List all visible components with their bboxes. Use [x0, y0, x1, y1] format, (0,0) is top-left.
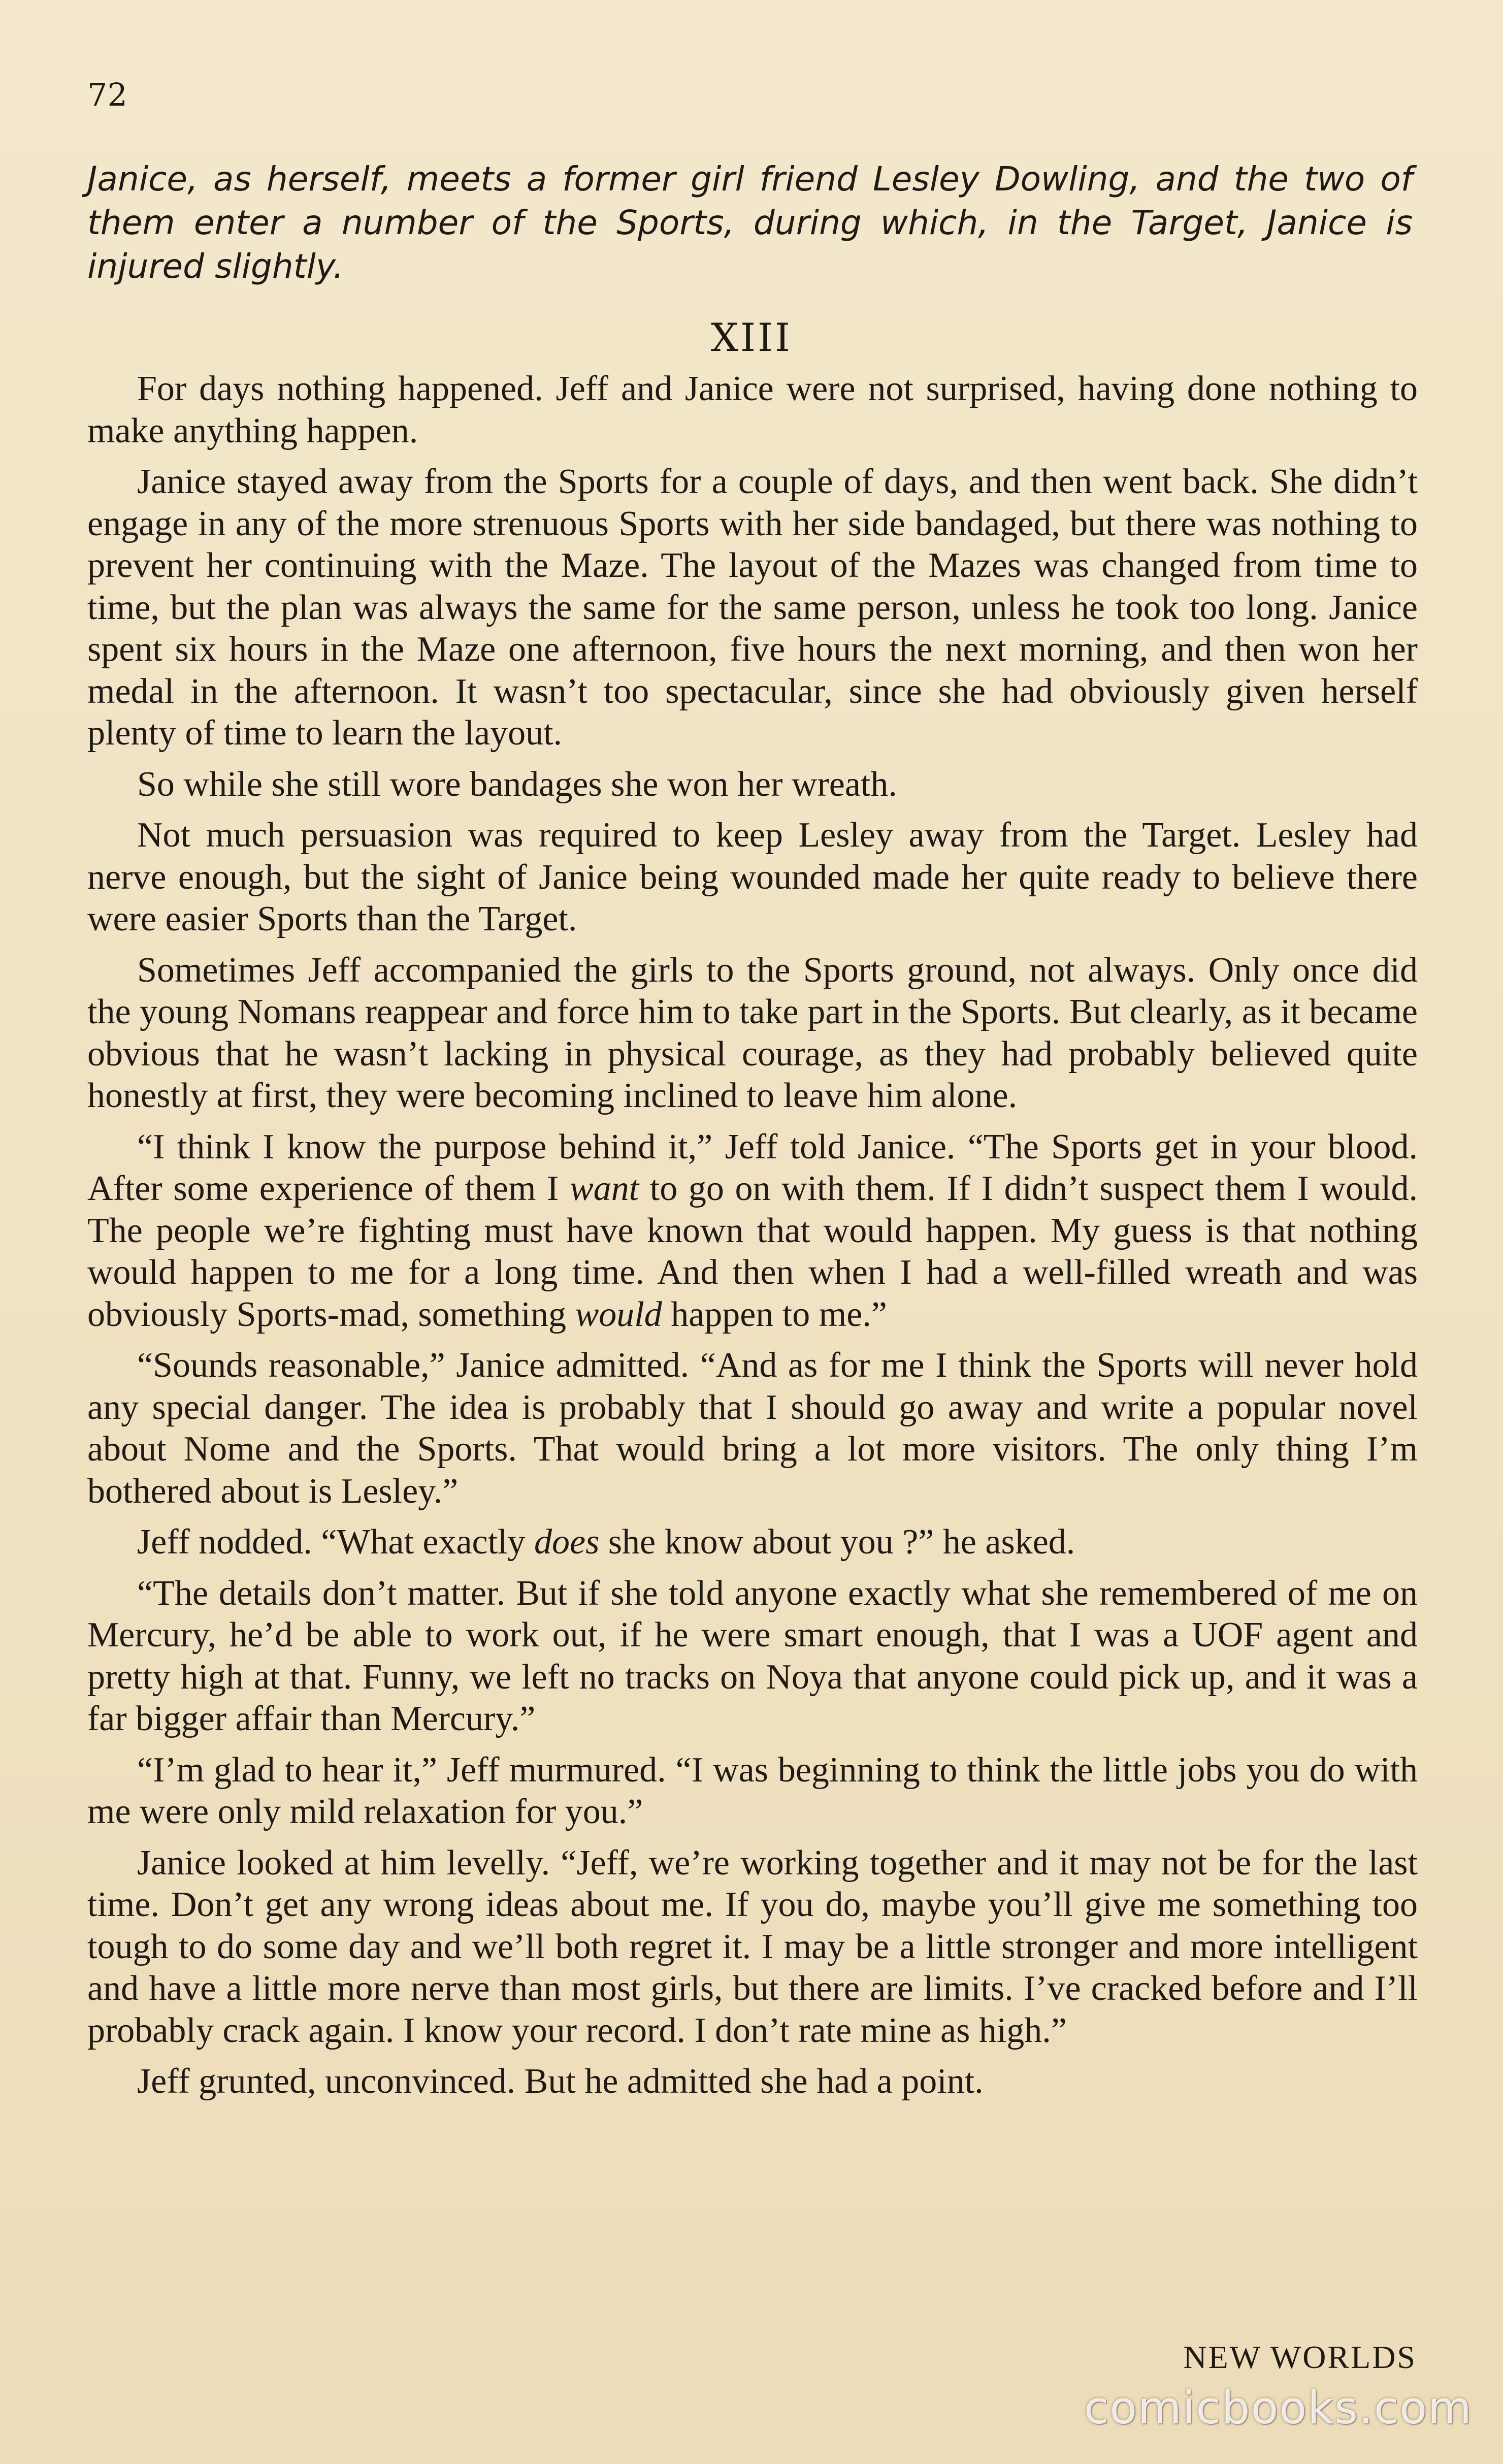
paragraph-text: Sometimes Jeff accompanied the girls to the Sports ground, not always. Only once did the young Nomans reappear and force him to take part in the Sports. But clearly, as it became obvious that he wasn’t lacking in physical courage, as they had probably believed quite honestly at first, they were becoming inclined to leave him alone.: [87, 950, 1418, 1115]
paragraph-text: “I think I know the purpose behind it,” Jeff told Janice. “The Sports get in your blood. After some experience of them I: [87, 1127, 1418, 1208]
paragraph-text: “The details don’t matter. But if she told anyone exactly what she remembered of me on Mercury, he’d be able to work out, if he were smart enough, that I was a UOF agent and pretty high at that. Funny, we left no tracks on Noya that anyone could pick up, and it was a far bigger affair than Mercury.”: [87, 1573, 1418, 1738]
paragraph-text: Not much persuasion was required to keep Lesley away from the Target. Lesley had nerve enough, but the sight of Janice being wounded made her quite ready to believe there were easier Sports than the Target.: [87, 816, 1418, 938]
paragraph-text: Jeff nodded. “What exactly: [137, 1522, 534, 1562]
emphasized-text: does: [534, 1522, 600, 1562]
paragraph-text: “Sounds reasonable,” Janice admitted. “And as for me I think the Sports will never hold any special danger. The idea is probably that I should go away and write a popular novel about Nome and the Sports. That would bring a lot more visitors. The only thing I’m bothered about is Lesley.”: [87, 1346, 1418, 1511]
paragraph: [87, 950, 1418, 1117]
paragraph: [87, 1521, 1418, 1564]
watermark: comicbooks.com: [1084, 2382, 1473, 2434]
paragraph: [87, 1573, 1418, 1740]
paragraph-text: Janice looked at him levelly. “Jeff, we’re working together and it may not be for the last time. Don’t get any wrong ideas about me. If you do, maybe you’ll give me something too tough to do some day and we’ll both regret it. I may be a little stronger and more intelligent and have a little more nerve than most girls, but there are limits. I’ve cracked before and I’ll probably crack again. I know your record. I don’t rate mine as high.”: [87, 1843, 1418, 2050]
paragraph: [87, 764, 1418, 806]
chapter-synopsis: Janice, as herself, meets a former girl friend Lesley Dowling, and the two of them enter a number of the Sports, during which, in the Target, Janice is injured slightly.: [87, 159, 1413, 286]
paragraph-text: to go on with them. If I didn’t suspect them I would. The people we’re fighting must have known that would happen. My guess is that nothing would happen to me for a long time. And then when I had a well-filled wreath and was obviously Sports-mad, something: [87, 1169, 1418, 1334]
paragraph: [87, 1126, 1418, 1336]
paragraph: [87, 1842, 1418, 2052]
paragraph: [87, 815, 1418, 941]
paragraph: [87, 2061, 1418, 2103]
paragraph-text: For days nothing happened. Jeff and Janice were not surprised, having done nothing to make anything happen.: [87, 369, 1418, 450]
page-number: 72: [87, 76, 127, 113]
paragraph: [87, 368, 1418, 452]
emphasized-text: would: [575, 1294, 662, 1334]
paragraph-text: So while she still wore bandages she won her wreath.: [137, 764, 897, 804]
paragraph: [87, 1749, 1418, 1833]
paragraph-text: “I’m glad to hear it,” Jeff murmured. “I was beginning to think the little jobs you do with me were only mild relaxation for you.”: [87, 1750, 1418, 1831]
paragraph: [87, 1345, 1418, 1512]
paragraph-text: Janice stayed away from the Sports for a couple of days, and then went back. She didn’t engage in any of the more strenuous Sports with her side bandaged, but there was nothing to prevent her continuing with the Maze. The layout of the Mazes was changed from time to time, but the plan was always the same for the same person, unless he took too long. Janice spent six hours in the Maze one afternoon, five hours the next morning, and then won her medal in the afternoon. It wasn’t too spectacular, since she had obviously given herself plenty of time to learn the layout.: [87, 462, 1418, 753]
paragraph: [87, 461, 1418, 755]
emphasized-text: want: [570, 1169, 639, 1208]
magazine-title-footer: NEW WORLDS: [1183, 2339, 1417, 2375]
story-text: [87, 368, 1418, 2112]
paragraph-text: happen to me.”: [662, 1294, 887, 1334]
paragraph-text: she know about you ?” he asked.: [599, 1522, 1075, 1562]
chapter-heading: XIII: [710, 315, 793, 360]
paragraph-text: Jeff grunted, unconvinced. But he admitted she had a point.: [137, 2062, 984, 2101]
